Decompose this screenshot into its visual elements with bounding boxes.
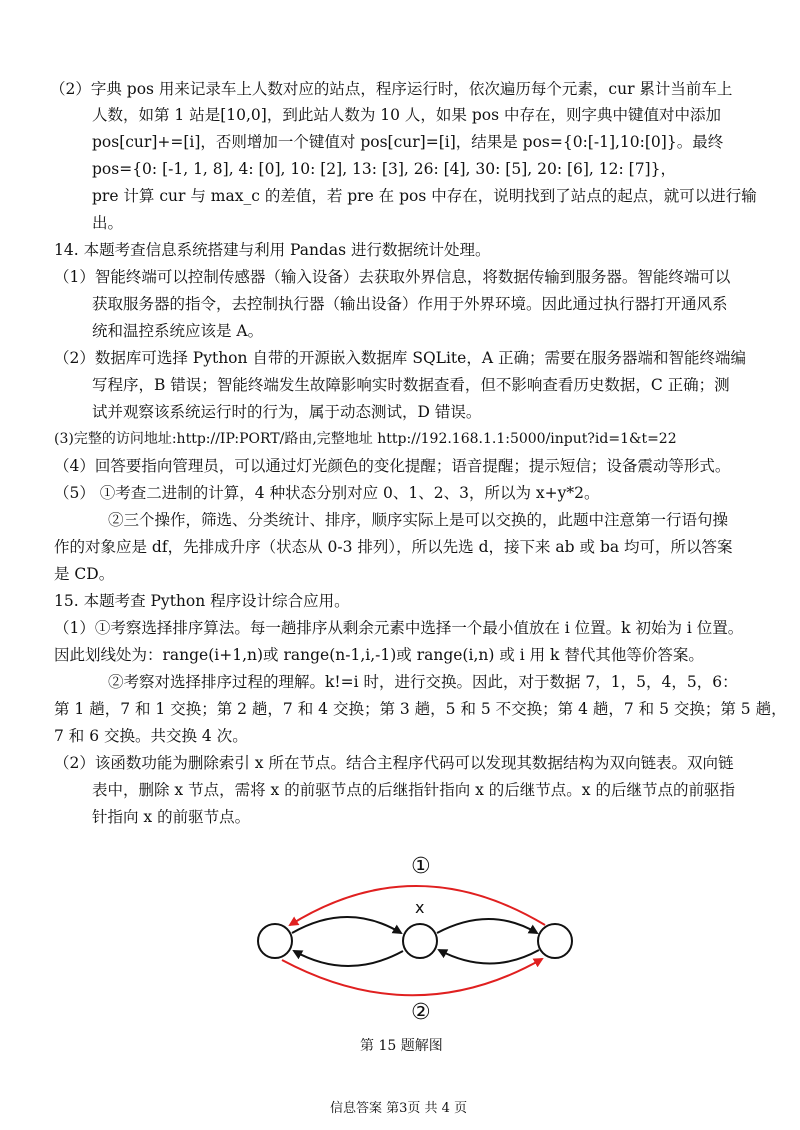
text-line: 因此划线处为：range(i+1,n)或 range(n-1,i,-1)或 range(i,n) 或 i 用 k 替代其他等价答案。 bbox=[54, 646, 704, 664]
arrow-x-to-right bbox=[437, 919, 537, 933]
section-heading: 15. 本题考查 Python 程序设计综合应用。 bbox=[54, 592, 350, 610]
text-line: 统和温控系统应该是 A。 bbox=[92, 322, 264, 340]
text-line: （5） ①考查二进制的计算，4 种状态分别对应 0、1、2、3，所以为 x+y*2。 bbox=[54, 484, 600, 502]
label-x: x bbox=[415, 898, 425, 917]
text-line: 试并观察该系统运行时的行为，属于动态测试，D 错误。 bbox=[92, 403, 482, 421]
arrow-left-to-x bbox=[292, 917, 401, 933]
section-heading: 14. 本题考查信息系统搭建与利用 Pandas 进行数据统计处理。 bbox=[54, 241, 491, 259]
right-node bbox=[538, 924, 572, 958]
text-line: （2）数据库可选择 Python 自带的开源嵌入数据库 SQLite，A 正确；需要在服务器端和智能终端编 bbox=[54, 349, 746, 367]
figure-caption: 第 15 题解图 bbox=[360, 1038, 443, 1054]
text-line: ②三个操作，筛选、分类统计、排序，顺序实际上是可以交换的，此题中注意第一行语句操 bbox=[108, 511, 729, 529]
text-line: 针指向 x 的前驱节点。 bbox=[92, 808, 251, 826]
text-line: 出。 bbox=[92, 214, 124, 232]
text-line: 第 1 趟，7 和 1 交换；第 2 趟，7 和 4 交换；第 3 趟，5 和 5 不交换；第 4 趟，7 和 5 交换；第 5 趟， bbox=[54, 700, 787, 718]
middle-node-x bbox=[403, 924, 437, 958]
text-line: （1）①考察选择排序算法。每一趟排序从剩余元素中选择一个最小值放在 i 位置。k 初始为 i 位置。 bbox=[54, 619, 744, 637]
text-line: ②考察对选择排序过程的理解。k!=i 时，进行交换。因此，对于数据 7，1，5，4，5，6： bbox=[108, 673, 738, 691]
text-line: pre 计算 cur 与 max_c 的差值，若 pre 在 pos 中存在，说明找到了站点的起点，就可以进行输 bbox=[92, 187, 757, 205]
text-line: 作的对象应是 df，先排成升序（状态从 0-3 排列），所以先选 d，接下来 ab 或 ba 均可，所以答案 bbox=[54, 538, 733, 556]
text-line: 7 和 6 交换。共交换 4 次。 bbox=[54, 727, 248, 745]
text-line: （2）该函数功能为删除索引 x 所在节点。结合主程序代码可以发现其数据结构为双向链表。双向链 bbox=[54, 754, 734, 772]
arrow-right-to-x bbox=[439, 950, 539, 964]
label-circled-1: ① bbox=[411, 854, 431, 879]
red-arrow-bottom bbox=[282, 959, 542, 995]
label-circled-2: ② bbox=[411, 1000, 431, 1025]
text-line: 写程序，B 错误；智能终端发生故障影响实时数据查看，但不影响查看历史数据，C 正确；测 bbox=[92, 376, 730, 394]
arrow-x-to-left bbox=[294, 951, 403, 966]
text-line: （4）回答要指向管理员，可以通过灯光颜色的变化提醒；语音提醒；提示短信；设备震动等形式。 bbox=[54, 457, 731, 475]
text-line: 人数，如第 1 站是[10,0]，到此站人数为 10 人，如果 pos 中存在，则字典中键值对中添加 bbox=[92, 106, 721, 124]
text-line: (3)完整的访问地址:http://IP:PORT/路由,完整地址 http://192.168.1.1:5000/input?id=1&t=22 bbox=[54, 431, 677, 447]
text-line: 是 CD。 bbox=[54, 565, 115, 583]
page-footer: 信息答案 第3页 共 4 页 bbox=[330, 1101, 468, 1116]
text-line: （1）智能终端可以控制传感器（输入设备）去获取外界信息，将数据传输到服务器。智能终端可以 bbox=[54, 268, 731, 286]
text-line: （2）字典 pos 用来记录车上人数对应的站点，程序运行时，依次遍历每个元素，cur 累计当前车上 bbox=[50, 80, 733, 98]
left-node bbox=[258, 924, 292, 958]
linked-list-diagram bbox=[240, 853, 580, 1033]
text-line: 表中，删除 x 节点，需将 x 的前驱节点的后继指针指向 x 的后继节点。x 的后继节点的前驱指 bbox=[92, 781, 735, 799]
text-line: pos={0: [-1, 1, 8], 4: [0], 10: [2], 13: [3], 26: [4], 30: [5], 20: [6], 12: [7]}， bbox=[92, 160, 676, 178]
text-line: 获取服务器的指令，去控制执行器（输出设备）作用于外界环境。因此通过执行器打开通风系 bbox=[92, 295, 728, 313]
text-line: pos[cur]+=[i]，否则增加一个键值对 pos[cur]=[i]，结果是 pos={0:[-1],10:[0]}。最终 bbox=[92, 133, 724, 151]
